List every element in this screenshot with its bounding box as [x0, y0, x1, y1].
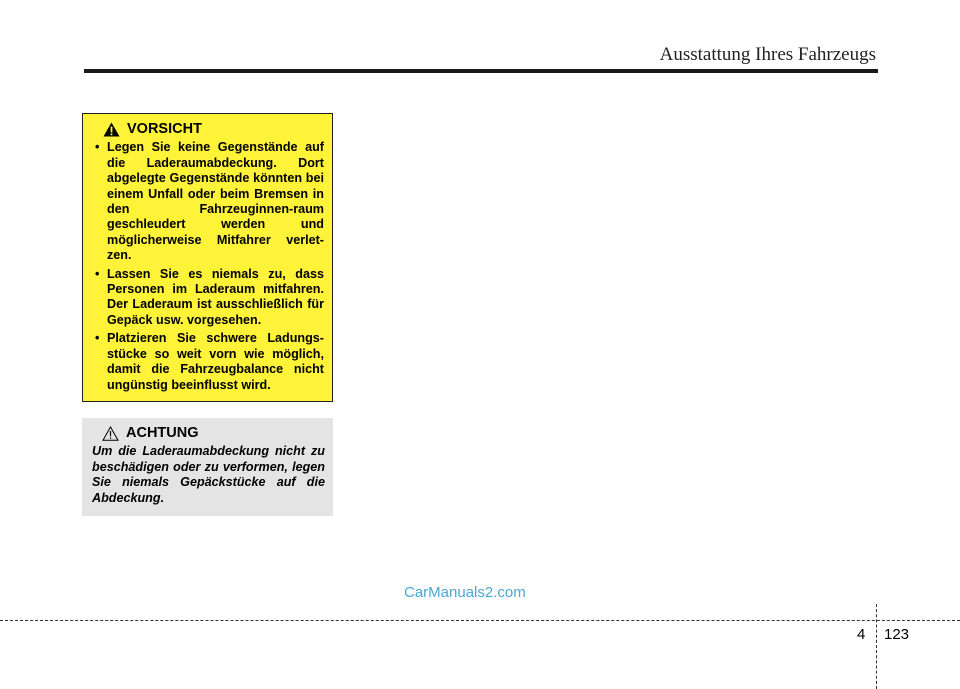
achtung-title: ACHTUNG: [126, 425, 199, 441]
warning-filled-icon: [103, 122, 120, 137]
footer-rule: [0, 620, 960, 621]
vorsicht-item: • Platzieren Sie schwere Ladungs-stücke so weit vorn wie möglich, damit die Fahrzeugbalance nicht ungünstig beeinflusst wird.: [93, 331, 324, 393]
vorsicht-item: • Legen Sie keine Gegenstände auf die Laderaumabdeckung. Dort abgelegte Gegenstände könnten bei einem Unfall oder beim Bremsen in den Fahrzeuginnen-raum geschleudert werden und möglicherweise Mitfahrer verlet-zen.: [93, 140, 324, 263]
warning-outline-icon: [102, 426, 119, 441]
page-number: 123: [884, 626, 910, 643]
vorsicht-list: [93, 140, 324, 393]
chapter-number: 4: [857, 626, 866, 643]
watermark-link[interactable]: CarManuals2.com: [404, 584, 526, 601]
header-rule: [84, 69, 878, 73]
vorsicht-title: VORSICHT: [127, 121, 202, 137]
page-header-title: Ausstattung Ihres Fahrzeugs: [659, 44, 876, 65]
vorsicht-warning-box: [82, 113, 333, 402]
achtung-text: Um die Laderaumabdeckung nicht zu beschädigen oder zu verformen, legen Sie niemals Gepäckstücke auf die Abdeckung.: [92, 444, 325, 505]
achtung-heading: [102, 426, 325, 441]
achtung-notice-box: [82, 418, 333, 516]
footer-divider: [876, 604, 877, 689]
vorsicht-item: • Lassen Sie es niemals zu, dass Personen im Laderaum mitfahren. Der Laderaum ist ausschließlich für Gepäck usw. vorgesehen.: [93, 267, 324, 329]
vorsicht-heading: [103, 122, 324, 137]
